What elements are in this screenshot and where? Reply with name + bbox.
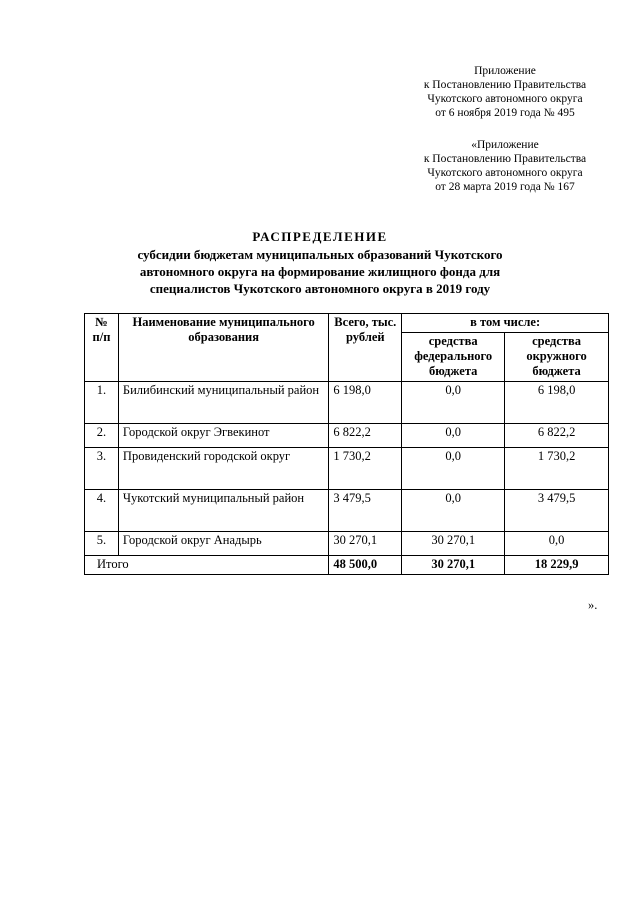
header-municipality: Наименование муниципального образования [118, 314, 328, 382]
table-row [85, 448, 609, 490]
row-total: 30 270,1 [329, 532, 402, 556]
appendix-line: к Постановлению Правительства [423, 79, 587, 91]
appendix-line: от 28 марта 2019 года № 167 [435, 181, 575, 193]
row-district: 6 198,0 [505, 382, 609, 424]
title-subtitle-line: специалистов Чукотского автономного округа в 2019 году [149, 281, 491, 296]
row-total: 1 730,2 [329, 448, 402, 490]
row-number: 2. [85, 424, 119, 448]
header-number-label: п/п [92, 330, 111, 344]
row-federal: 30 270,1 [402, 532, 505, 556]
row-district: 6 822,2 [505, 424, 609, 448]
appendix-line: от 6 ноября 2019 года № 495 [435, 107, 575, 119]
table-row [85, 424, 609, 448]
appendix-line: к Постановлению Правительства [423, 153, 587, 165]
header-number-symbol: № [95, 315, 108, 329]
table-header-row [85, 314, 609, 333]
row-federal: 0,0 [402, 490, 505, 532]
title-subtitle-line: автономного округа на формирование жилищного фонда для [139, 264, 501, 279]
appendix-line: «Приложение [471, 139, 539, 151]
header-number [85, 314, 119, 382]
row-total: 3 479,5 [329, 490, 402, 532]
totals-row [85, 556, 609, 575]
row-number: 5. [85, 532, 119, 556]
header-including: в том числе: [402, 314, 609, 333]
appendix-line: Чукотского автономного округа [427, 167, 583, 179]
row-federal: 0,0 [402, 382, 505, 424]
row-federal: 0,0 [402, 424, 505, 448]
row-total: 6 198,0 [329, 382, 402, 424]
row-district: 1 730,2 [505, 448, 609, 490]
title-main: РАСПРЕДЕЛЕНИЕ [252, 229, 388, 244]
row-district: 0,0 [505, 532, 609, 556]
row-district: 3 479,5 [505, 490, 609, 532]
row-number: 3. [85, 448, 119, 490]
title-subtitle-line: субсидии бюджетам муниципальных образований Чукотского [137, 247, 503, 262]
row-number: 1. [85, 382, 119, 424]
totals-label: Итого [85, 556, 329, 575]
row-total: 6 822,2 [329, 424, 402, 448]
row-municipality: Городской округ Анадырь [118, 532, 328, 556]
appendix-reference-original [370, 138, 640, 194]
totals-federal: 30 270,1 [402, 556, 505, 575]
header-total: Всего, тыс. рублей [329, 314, 402, 382]
row-municipality: Провиденский городской округ [118, 448, 328, 490]
table-row [85, 382, 609, 424]
totals-district: 18 229,9 [505, 556, 609, 575]
row-municipality: Городской округ Эгвекинот [118, 424, 328, 448]
header-federal-budget: средства федерального бюджета [402, 333, 505, 382]
document-title [80, 228, 560, 297]
table-row [85, 490, 609, 532]
row-municipality: Билибинский муниципальный район [118, 382, 328, 424]
appendix-line: Приложение [474, 65, 536, 77]
row-federal: 0,0 [402, 448, 505, 490]
table-row [85, 532, 609, 556]
appendix-reference-current [370, 64, 640, 120]
subsidy-distribution-table [84, 313, 609, 575]
closing-quote-mark: ». [588, 598, 598, 612]
row-municipality: Чукотский муниципальный район [118, 490, 328, 532]
totals-total: 48 500,0 [329, 556, 402, 575]
appendix-line: Чукотского автономного округа [427, 93, 583, 105]
header-district-budget: средства окружного бюджета [505, 333, 609, 382]
row-number: 4. [85, 490, 119, 532]
